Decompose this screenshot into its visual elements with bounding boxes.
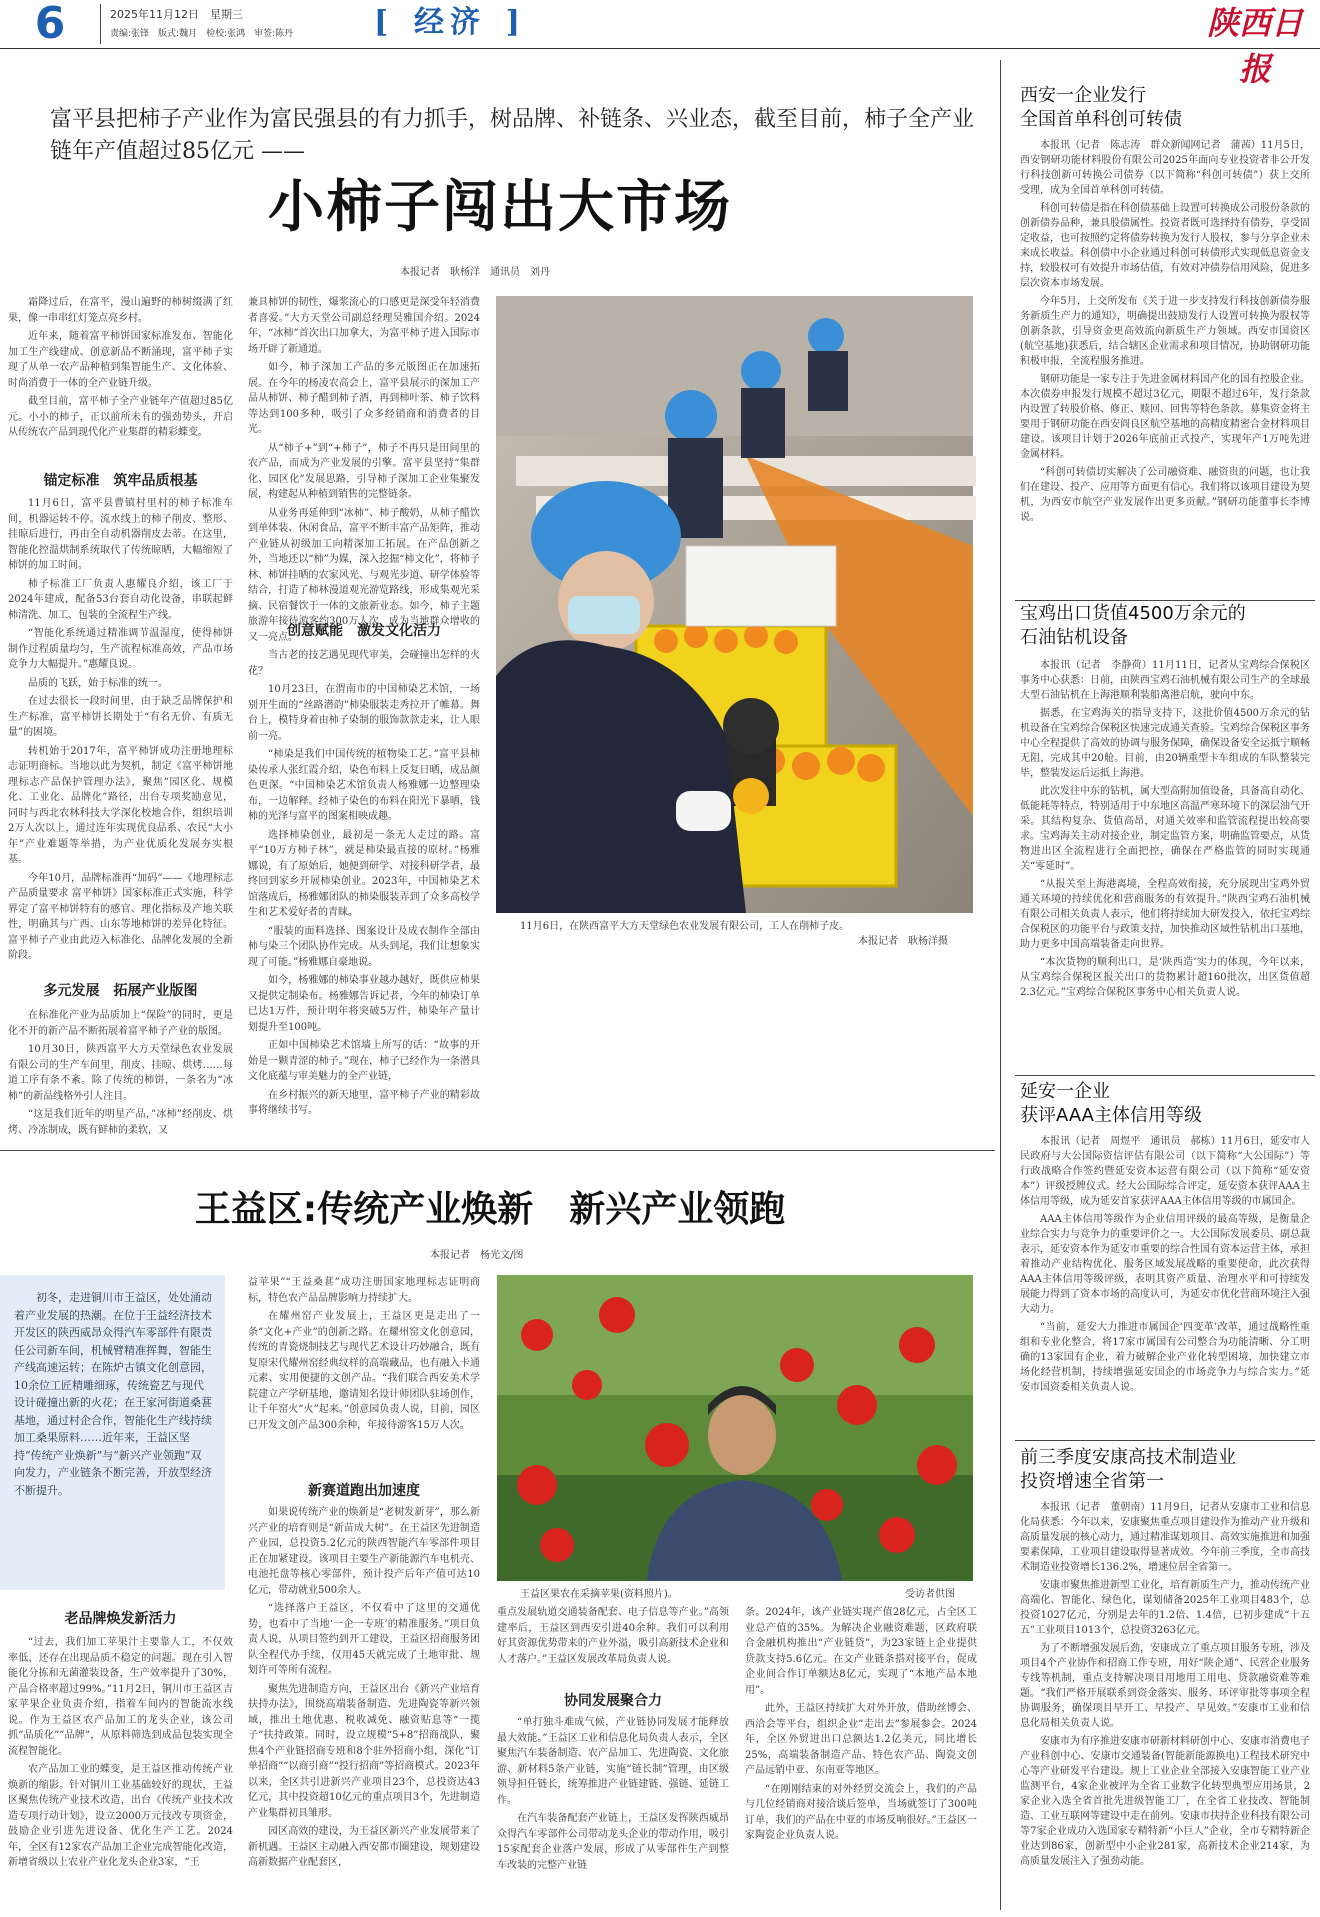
paragraph: “这是我们近年的明星产品，”冰柿”经削皮、烘烤、冷冻制成，既有鲜柿的柔软，又 [8,1109,233,1136]
article2-headline: 王益区:传统产业焕新 新兴产业领跑 [194,1189,786,1230]
paragraph: 今年5月，上交所发布《关于进一步支持发行科技创新债券服务新质生产力的通知》，明确提出鼓励发行人设置可转换为股权等创新条款，引导资金更高效流向新质生产力领域。西安市国资区(航空基地)获悉后，结合辖区企业需求和项目情况，协助钢研功能积极申报，全流程服务推进。 [1020,296,1310,367]
article1-col1a [8,295,233,455]
paragraph: 聚焦先进制造方向，王益区出台《新兴产业培育扶持办法》，围绕高端装备制造、先进陶瓷等新兴领域，推出土地优惠、税收减免、融资贴息等“一揽子”扶持政策。同时，设立规模“5+8”招商战队，聚焦4个产业链招商专班和8个驻外招商小组，深化“订单招商”“以商引商”“投行招商”等招商模式。2023年以来，全区共引进新兴产业项目23个，总投资达43亿元，其中投资超10亿元的重点项目3个，先进制造产业集群初具雏形。 [248,1683,480,1819]
paragraph: 此外，王益区持续扩大对外开放，借助丝博会、西洽会等平台，组织企业“走出去”参展参会。2024年，全区外贸进出口总额达1.2亿美元，同比增长25%，高端装备制造产品、特色农产品、陶瓷文创产品远销中亚、东南亚等地区。 [745,1703,977,1776]
persimmon-factory-illustration [496,296,973,913]
paragraph: 柿子标准工厂负责人惠耀良介绍，该工厂于2024年建成，配备53台套自动化设备，串联起鲜柿清洗、加工、包装的全流程生产线。 [8,578,233,621]
article2-lead-box [0,1275,225,1590]
article2-col4 [745,1605,977,1910]
paragraph: 重点发展轨道交通装备配套、电子信息等产业。”高领建率后，王益区到西安引进40余种。我们可以利用好其资源优势带来的产业外溢，吸引高新技术企业和人才落户。”王益区发展改革局负责人说。 [497,1607,729,1665]
section-title: [ 经济 ] [380,4,520,42]
issue-date: 2025年11月12日 星期三 [110,8,243,21]
article1-photo-credit: 本报记者 耿杨洋摄 [858,936,948,947]
article2-col3a [497,1605,729,1680]
paragraph: 从“柿子+”到“+柿子”，柿子不再只是田间里的农产品，而成为产业发展的引擎。富平县坚持“集群化、园区化”发展思路，引导柿子深加工企业集聚发展，构建起从种植到销售的完整链条。 [248,442,480,500]
article2-photo-credit: 受访者供图 [905,1589,955,1600]
paragraph: 11月6日，富平县曹镇村里村的柿子标准车间，机器运转不停。流水线上的柿子削皮、整形、挂晾后进行，再由全自动机器削皮去蒂。在这里，智能化控温烘制系统取代了传统晾晒，大幅缩短了柿饼的加工时间。 [8,498,233,571]
article1-subhead-3: 创意赋能 激发文化活力 [287,623,441,639]
paragraph: “选择落户王益区，不仅看中了这里的交通优势，也看中了当地‘一企一专班’的精准服务。”项目负责人说，从项目签约到开工建设，王益区招商服务团队全程代办手续，仅用45天就完成了土地审批、规划许可等所有流程。 [248,1603,480,1676]
paragraph: “在刚刚结束的对外经贸交流会上，我们的产品与几位经销商对接洽谈后签单，当场就签订了300吨订单，我们的产品在中亚的市场反响很好。”王益区一家陶瓷企业负责人说。 [745,1783,977,1841]
article2-col2a [248,1275,480,1475]
right-item3-title: 延安一企业 获评AAA主体信用等级 [1020,1081,1202,1126]
paragraph: “过去，我们加工苹果汁主要靠人工，不仅效率低，还存在出现品质不稳定的问题。现在引入智能化分拣和无菌灌装设备，生产效率提升了30%，产品合格率超过99%。”11月2日，铜川市王益区吉家苹果企业负责介绍，指着车间内的智能流水线说。作为王益区农产品加工的龙头企业，该公司抓“品质化”“品牌”，从原料筛选到成品包装实现全流程智能化。 [8,1637,233,1757]
article2-byline: 本报记者 杨光文/图 [430,1250,524,1261]
paragraph: 安康市聚焦推进新型工业化，培育新质生产力，推动传统产业高端化、智能化、绿色化，谋划储备2025年工业项目483个，总投资1027亿元，分别是去年的1.2倍、1.4倍，已初步建成“十五五”工业项目1013个，总投资3263亿元。 [1020,1580,1310,1636]
paragraph: 兼具柿饼的韧性，爆浆流心的口感更是深受年轻消费者喜爱。”大方天堂公司副总经理吴雅国介绍。2024年，“冰柿”首次出口加拿大，为富平柿子进入国际市场开辟了新通道。 [248,297,480,355]
paragraph: 在标准化产业为品质加上“保险”的同时，更是化不开的新产品不断拓展着富平柿子产业的版图。 [8,1010,233,1037]
paragraph: 据悉，在宝鸡海关的指导支持下，这批价值4500万余元的钻机设备在宝鸡综合保税区快速完成通关查验。宝鸡综合保税区事务中心全程提供了高效的协调与服务保障，确保设备安全运抵宁顺畅无阻，完成其中20舱。目前，由20辆重型卡车组成的车队整装完毕，整装发运后运抵上海港。 [1020,708,1310,779]
article1-col2b [248,648,480,1143]
paragraph: 本报讯（记者 陈志涛 群众新闻网记者 蒲茜）11月5日，西安钢研功能材料股份有限公司2025年面向专业投资者非公开发行科技创新可转换公司债券（以下简称“科创可转债”）获上交所受理，成为全国首单科创可转债。 [1020,140,1310,196]
paragraph: 本报讯（记者 周煜平 通讯员 郝栋）11月6日，延安市人民政府与大公国际资信评估有限公司（以下简称“大公国际”）等行政战略合作签约暨延安资本运营有限公司（以下简称“延安资本”）评级授牌仪式。经大公国际综合评定，延安资本获评AAA主体信用等级，成为延安首家获评AAA主体信用等级的市属国企。 [1020,1136,1310,1207]
newspaper-logo: 陕西日报 [1206,4,1303,88]
persimmon-factory-photo [496,296,973,913]
paragraph: 当古老的技艺遇见现代审美，会碰撞出怎样的火花？ [248,650,480,677]
right-item1-body [1020,138,1310,593]
paragraph: 10月30日，陕西富平大方天堂绿色农业发展有限公司的生产车间里，削皮、挂晾、烘烤……每道工序有条不紊。除了传统的柿饼，一条名为“冰柿”的新品线格外引人注目。 [8,1044,233,1102]
paragraph: 在耀州窑产业发展上，王益区更是走出了一条“文化+产业”的创新之路。在耀州窑文化创意园，传统的青瓷烧制技艺与现代艺术设计巧妙融合，既有复原宋代耀州窑经典纹样的高端藏品，也有融入卡通元素、实用便捷的文创产品。“我们联合西安美术学院建立产学研基地，邀请知名设计师团队驻场创作，让千年窑火“火”起来。”创意园负责人说，目前，园区已开发文创产品300余种，年接待游客15万人次。 [248,1311,480,1431]
paragraph: 如果说传统产业的焕新是“老树发新芽”，那么新兴产业的培育则是“新苗成大树”。在王益区先进制造产业园，总投资5.2亿元的陕西智能汽车零部件项目正在加紧建设。该项目主要生产新能源汽车电机壳、电池托盘等核心零部件，预计投产后年产值可达10亿元，带动就业500余人。 [248,1507,480,1596]
paragraph: 转机始于2017年，富平柿饼成功注册地理标志证明商标。当地以此为契机，制定《富平柿饼地理标志产品保护管理办法》，聚焦“园区化、规模化、工业化、品牌化”路径，出台专项奖励意见，同时与西北农林科技大学深化校地合作，组织培训2万人次以上，通过连年实现优良品系、农民“大小年”产业难题等举措，为产业优质化发展夯实根基。 [8,745,233,865]
editorial-staff: 责编:张锋 版式:魏月 检校:张鸿 审签:陈丹 [110,29,294,39]
paragraph: 园区高效的建设，为王益区新兴产业发展带来了新机遇。王益区主动融入西安都市圈建设，规划建设高新数据产业配套区， [248,1826,480,1868]
header-divider [100,4,101,44]
article2-subhead-1: 老品牌焕发新活力 [64,1611,177,1627]
article1-subhead-2: 多元发展 拓展产业版图 [43,983,198,999]
paragraph: “科创可转债切实解决了公司融资难、融资贵的问题，也让我们在建设、投产、应用等方面更有信心。我们将以该项目建设为契机，为西安市航空产业发展作出更多贡献。”钢研功能董事长李博说。 [1020,467,1310,523]
paragraph: 安康市为有序推进安康市研新材料研创中心、安康市消费电子产业科创中心、安康市交通装备(智能新能源换电)工程技术研究中心等产业研发平台建设。规上工业企业全部接入安康智能工业产业监测平台，4家企业被评为全省工业数字化转型典型应用场景，2家企业入选全省首批先进级智能工厂，在全省工业技改、智能制造、工业互联网等建设中走在前列。安康市扶持企业科技有限公司等7家企业成功入选国家专精特新“小巨人”企业，全市专精特新企业达到86家，创新型中小企业281家，高新技术企业214家，为高质量发展注入了强劲动能。 [1020,1736,1310,1867]
paragraph: 在乡村振兴的新天地里，富平柿子产业的精彩故事将继续书写。 [248,1089,480,1116]
right-item3-body [1020,1134,1310,1434]
paragraph: 10月23日，在渭南市的中国柿染艺术馆，一场别开生面的“丝路潜韵”柿染服装走秀拉开了帷幕。舞台上，模特身着由柿子染制的服饰款款走来，让人眼前一亮。 [248,684,480,742]
paragraph: “从报关至上海港离境，全程高效衔接，充分展现出宝鸡外贸通关环境的持续优化和营商服务的有效提升。”陕西宝鸡石油机械有限公司相关负责人表示，他们将持续加大研发投入，依托宝鸡综合保税区的功能平台与政策支持，加快推动区域性钻机出口基地，助力更多中国高端装备走向世界。 [1020,879,1310,950]
right-item2-body [1020,658,1310,1068]
paragraph: 选择柿染创业，最初是一条无人走过的路。富平“10万方柿子林”，就是柿染最直接的原材。”杨雅娜说，有了原始后，她便到研学、对接科研学者，最终回到家乡开展柿染创业。2023年，中国柿染艺术馆落成后，杨雅娜团队的柿染服装弄到了众多高校学生和艺术爱好者的青睐。 [248,829,480,918]
paragraph: “单打独斗难成气候，产业链协同发展才能释放最大效能。”王益区工业和信息化局负责人表示，全区聚焦汽车装备制造、农产品加工、先进陶瓷、文化旅游、新材料5条产业链，实施“链长制”管理，由区级领导担任链长，统筹推进产业链建链、强链、延链工作。 [497,1717,729,1806]
paragraph: 本报讯（记者 董朝南）11月9日，记者从安康市工业和信息化局获悉：今年以来，安康聚焦重点项目建设作为推动产业升级和高质量发展的核心动力，通过精准谋划项目、高效实施推进和加强要素保障，工业项目建设取得显著成效。今年前三季度，全市高技术制造业投资增长136.2%，增速位居全省第一。 [1020,1502,1310,1573]
article1-photo-caption: 11月6日，在陕西富平大方天堂绿色农业发展有限公司，工人在削柿子皮。 [520,921,850,932]
article2-subhead-3: 协同发展聚合力 [564,1693,662,1709]
article1-col1c [8,1008,233,1143]
paragraph: 本报讯（记者 李静荷）11月11日，记者从宝鸡综合保税区事务中心获悉：日前，由陕西宝鸡石油机械有限公司生产的全球最大型石油钻机在上海港顺利装船离港启航，驶向中东。 [1020,660,1310,701]
paragraph: 从业务再延伸到“冰柿”、柿子酸奶，从柿子醋饮到单体装、休闲食品，富平不断丰富产品矩阵，推动产业链从初级加工向精深加工拓展。在产品创新之外，当地还以“柿”为媒，深入挖掘“柿文化”，将柿子林、柿饼挂晒的农家风光、与观光步道、研学体验等结合，打造了柿林漫道观光游览路线，形成集观光采摘、民宿餐饮于一体的文旅新业态。如今，柿子主题旅游年接待游客约300万人次，成为当地群众增收的又一亮点。 [248,507,480,643]
right-item2-title: 宝鸡出口货值4500万余元的 石油钻机设备 [1020,603,1246,648]
paragraph: 农产品加工业的蝶变，是王益区推动传统产业焕新的缩影。针对铜川工业基础较好的现状，王益区聚焦传统产业技术改造，出台《传统产业技术改造专项行动计划》，设立2000万元技改专项资金，鼓励企业引进先进设备、优化生产工艺。2024年，全区有12家农产品加工企业完成智能化改造，新增省级以上农业产业化龙头企业3家，“王 [8,1764,233,1868]
right-item1-title: 西安一企业发行 全国首单科创可转债 [1020,85,1182,130]
paragraph: 在过去很长一段时间里，由于缺乏品牌保护和生产标准，富平柿饼长期处于“有名无价、有质无量”的困境。 [8,696,233,738]
paragraph: 条。2024年，该产业链实现产值28亿元，占全区工业总产值的35%。为解决企业融资难题，区政府联合金融机构推出“产业链贷”，为23家链上企业提供贷款支持5.6亿元。在文产业链条搭对接平台，促成企业间合作订单额达8亿元，实现了“本地产品本地用”。 [745,1607,977,1696]
apple-harvest-illustration [497,1275,973,1581]
paragraph: 此次发往中东的钻机，属大型高附加值设备，具备高自动化、低能耗等特点，特别适用于中东地区高温严寒环境下的深层油气开采。其结构复杂、货值高昂，对通关效率和监管流程提出较高要求。宝鸡海关主动对接企业，制定监管方案，明确监管要点，从货物进出区全流程进行全面把控，确保在严格监管的同时实现通关“零延时”。 [1020,786,1310,872]
apple-harvest-photo [497,1275,973,1581]
paragraph: 如今，杨雅娜的柿染事业越办越好，既供应柿果又提供定制染布。杨雅娜告诉记者，今年的柿染订单已达1万件，预计明年将突破5万件，柿染年产量计划提升至100吨。 [248,975,480,1033]
paragraph: “本次货物的顺利出口，是‘陕西造’实力的体现，今年以来，从宝鸡综合保税区报关出口的货物累计超160批次，出区货值超2.3亿元。”宝鸡综合保税区事务中心相关负责人说。 [1020,957,1310,998]
paragraph: 如今，柿子深加工产品的多元版图正在加速拓展。在今年的杨凌农高会上，富平县展示的深加工产品从柿饼、柿子醋到柿子酒，再到柿叶茶、柿子饮料等达到100多种，吸引了众多经销商和消费者的目光。 [248,362,480,435]
paragraph: “当前，延安大力推进市属国企‘四变革’改革，通过战略性重组和专业化整合，将17家市属国有公司整合为功能清晰、分工明确的13家国有企业，着力破解企业产业化转型困境，加快建立市场化经营机制，持续增强延安国企的市场竞争力与综合实力。”延安市国资委相关负责人说。 [1020,1322,1310,1393]
paragraph: 正如中国柿染艺术馆墙上所写的话：“故事的开始是一颗青涩的柿子。”现在，柿子已经作为一条潜具文化底蕴与审美魅力的全产业链， [248,1040,480,1082]
right-divider-1 [1015,600,1315,601]
right-divider-3 [1015,1440,1315,1441]
article1-subhead-1: 锚定标准 筑牢品质根基 [43,473,198,489]
paragraph: 今年10月，品牌标准再“加码”——《地理标志产品质量要求 富平柿饼》国家标准正式实施，科学界定了富平柿饼特有的感官、理化指标及产地关联性，明确其与广西、山东等地柿饼的差异化特征。富平柿子产业由此迈入标准化、品牌化发展的全新阶段。 [8,872,233,961]
article1-kicker: 富平县把柿子产业作为富民强县的有力抓手，树品牌、补链条、兴业态，截至目前，柿子全产业链年产值超过85亿元 —— [50,107,975,164]
paragraph: 近年来，随着富平柿饼国家标准发布、智能化加工生产线建成、创意新品不断涌现，富平柿子实现了从单一农产品种植到集智能生产、文化体验、时尚消费于一体的全产业链升级。 [8,331,233,389]
article2-col1 [8,1635,233,1910]
article2-col3b [497,1715,729,1910]
page-header [0,0,1320,88]
article-divider [0,1150,995,1151]
paragraph: 为了不断增强发展后劲，安康成立了重点项目服务专班，涉及项目4个产业协作和招商工作专班，用好“陕企通”、民营企业服务专线等机制，重点支持解决项目用地用工用电、贷款融资难等难题。“我们严格开展联系到资金落实、服务、环评审批等事项全程协调服务，确保项目早开工、早投产、早见效。”安康市工业和信息化局相关负责人说。 [1020,1643,1310,1729]
page-number: 6 [34,0,66,49]
paragraph: 霜降过后，在富平，漫山遍野的柿树缀满了红果，像一串串红灯笼点亮乡村。 [8,297,233,324]
article1-col1b [8,496,233,971]
article2-photo-caption: 王益区果农在采摘苹果(资料照片)。 [520,1589,678,1600]
paragraph: 益苹果”“王益桑葚”成功注册国家地理标志证明商标，特色农产品品牌影响力持续扩大。 [248,1277,480,1304]
paragraph: “服装的面料选择、图案设计及成衣制作全部由柿与染三个团队协作完成。从头到尾，我们让想象实现了可能。”杨雅娜自豪地说。 [248,925,480,968]
right-column-divider [1000,60,1001,1910]
paragraph: AAA主体信用等级作为企业信用评级的最高等级，是衡量企业综合实力与竞争力的重要评价之一。大公国际发展委员、副总裁表示，延安资本作为延安市重要的综合性国有资本运营主体，承担着推动产业结构优化、服务区域发展战略的重要使命，此次获得AAA主体信用等级评级，表明其资产质量、治理水平和可持续发展能力得到了资本市场的高度认可，为延安市优化营商环境注入强大动力。 [1020,1214,1310,1315]
paragraph: “智能化系统通过精准调节温湿度，使得柿饼制作过程质量均匀，生产流程标准高效，产品市场竞争力大幅提升。”惠耀良说。 [8,628,233,670]
article2-subhead-2: 新赛道跑出加速度 [308,1483,420,1499]
paragraph: 科创可转债是指在科创债基础上设置可转换成公司股份条款的创新债券品种，兼具股债属性。投资者既可选择持有债券，享受固定收益，也可按照约定将债券转换为发行人股权，参与分享企业未来成长收益。科创债中小企业通过科创可转债形式实现低息资金支持，较股权可有效提升市场估值，有效对冲债券信用风险，促进多层次资本市场发展。 [1020,203,1310,289]
article1-headline: 小柿子闯出大市场 [268,175,732,240]
right-divider-2 [1015,1075,1315,1076]
paragraph: 在汽车装备配套产业链上，王益区发挥陕西威昂众得汽车零部件公司带动龙头企业的带动作用，吸引15家配套企业落户发展，形成了从零部件生产到整车改装的完整产业链 [497,1813,729,1871]
right-item4-body [1020,1500,1310,1910]
paragraph: “柿染是我们中国传统的植物染工艺。”富平县柿染传承人张红霞介绍，染色布料上反复日晒，成品颜色更深。“中国柿染艺术馆负责人杨雅娜一边整理染布，一边解释。经柿子染色的布料在阳光下暴晒，钱柿的光泽与富平的图案相映成趣。 [248,749,480,822]
article2-col2b [248,1505,480,1910]
right-item4-title: 前三季度安康高技术制造业 投资增速全省第一 [1020,1447,1236,1492]
article2-lead: 初冬，走进铜川市王益区，处处涌动着产业发展的热潮。在位于王益经济技术开发区的陕西威昂众得汽车零部件有限责任公司新车间，机械臂精准挥舞，智能生产线高速运转；在陈炉古镇文化创意园，10余位工匠精雕细琢，传统瓷艺与现代设计碰撞出新的火花；在王家河街道桑葚基地，通过村企合作，智能化生产线持续加工桑果原料……近年来，王益区坚持“传统产业焕新”与“新兴产业领跑”双向发力，产业链条不断完善，开放型经济不断提升。 [14,1291,212,1497]
paragraph: 截至目前，富平柿子全产业链年产值超过85亿元。小小的柿子，正以前所未有的强劲势头，开启从传统农产品到现代化产业集群的精彩蝶变。 [8,396,233,438]
paragraph: 钢研功能是一家专注于先进金属材料国产化的国有控股企业。本次债券申报发行规模不超过3亿元，期限不超过6年，发行条款内设置了转股价格、修正、赎回、回售等特色条款。募集资金将主要用于钢研功能在西安阎良区航空基地的高精度精密合金材料项目建设。该项目计划于2026年底前正式投产，实现年产1万吨先进金属材料。 [1020,374,1310,460]
paragraph: 品质的飞跃，始于标准的统一。 [28,677,168,689]
article1-byline: 本报记者 耿杨洋 通讯员 刘丹 [400,267,550,278]
